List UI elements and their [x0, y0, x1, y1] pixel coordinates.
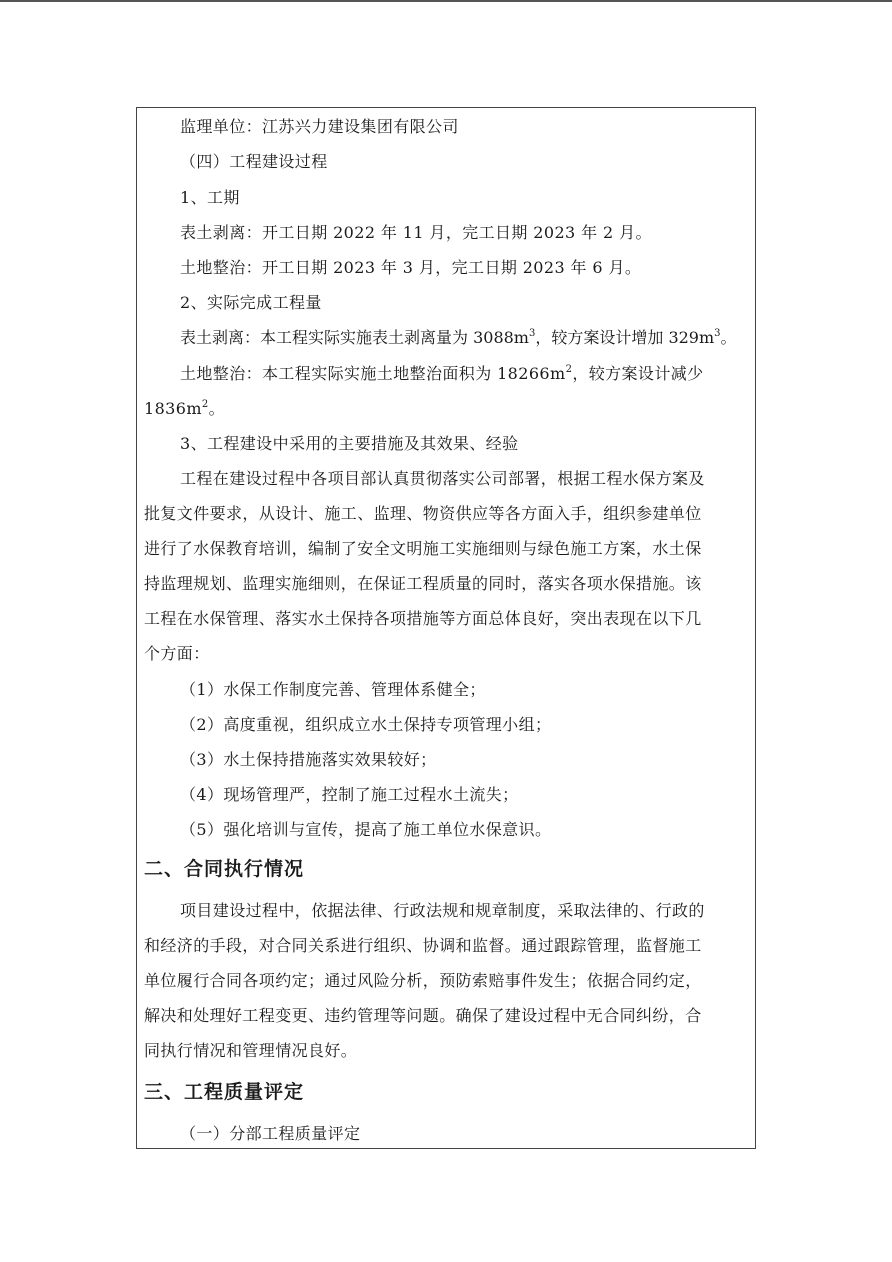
measures-paragraph-line: 个方面：: [144, 644, 210, 663]
measures-paragraph-line: 持监理规划、监理实施细则，在保证工程质量的同时，落实各项水保措施。该: [144, 574, 702, 593]
measures-paragraph-line: 工程在建设过程中各项目部认真贯彻落实公司部署，根据工程水保方案及: [180, 469, 705, 488]
superscript: 3: [528, 328, 536, 339]
quantities-land-text: 土地整治：本工程实际实施土地整治面积为 18266m: [180, 364, 566, 383]
quantities-topsoil-text: 表土剥离：本工程实际实施表土剥离量为 3088m: [180, 328, 529, 347]
quantities-land-text: 。: [208, 399, 226, 418]
measures-paragraph-line: 进行了水保教育培训，编制了安全文明施工实施细则与绿色施工方案，水土保: [144, 539, 702, 558]
contract-paragraph-line: 同执行情况和管理情况良好。: [144, 1041, 358, 1060]
quantities-topsoil-text: 。: [720, 328, 737, 347]
measures-paragraph-line: 工程在水保管理、落实水土保持各项措施等方面总体良好，突出表现在以下几: [144, 609, 702, 628]
supervisor-line: [180, 117, 459, 137]
superscript: 2: [565, 364, 573, 375]
quality-subtitle: （一）分部工程质量评定: [180, 1124, 361, 1143]
quantities-title: 2、实际完成工程量: [180, 293, 322, 312]
supervisor-value: 江苏兴力建设集团有限公司: [262, 117, 459, 136]
section4-title: （四）工程建设过程: [180, 152, 328, 171]
duration-land: 土地整治：开工日期 2023 年 3 月，完工日期 2023 年 6 月。: [180, 258, 642, 277]
measure-item: （1）水保工作制度完善、管理体系健全；: [180, 680, 486, 699]
measures-title: 3、工程建设中采用的主要措施及其效果、经验: [180, 434, 519, 453]
measures-paragraph-line: 批复文件要求，从设计、施工、监理、物资供应等各方面入手，组织参建单位: [144, 504, 702, 523]
duration-title: 1、工期: [180, 188, 240, 207]
superscript: 2: [201, 399, 209, 410]
quantities-land: [180, 364, 704, 384]
quantities-topsoil: [180, 328, 737, 348]
contract-paragraph-line: 解决和处理好工程变更、违约管理等问题。确保了建设过程中无合同纠纷，合: [144, 1006, 702, 1025]
contract-paragraph-line: 项目建设过程中，依据法律、行政法规和规章制度，采取法律的、行政的: [180, 901, 705, 920]
superscript: 3: [714, 328, 721, 339]
supervisor-label: 监理单位：: [180, 117, 263, 136]
measure-item: （4）现场管理严，控制了施工过程水土流失；: [180, 785, 519, 804]
contract-paragraph-line: 单位履行合同各项约定；通过风险分析，预防索赔事件发生；依据合同约定，: [144, 971, 702, 990]
measure-item: （5）强化培训与宣传，提高了施工单位水保意识。: [180, 820, 552, 839]
quality-heading: 三、工程质量评定: [144, 1081, 305, 1103]
page-top-rule: [0, 0, 892, 2]
quantities-land-cont: [144, 399, 225, 419]
quantities-land-text: ，较方案设计减少: [572, 364, 704, 383]
measure-item: （2）高度重视，组织成立水土保持专项管理小组；: [180, 715, 552, 734]
contract-heading: 二、合同执行情况: [144, 858, 305, 880]
quantities-land-text: 1836m: [144, 399, 202, 418]
contract-paragraph-line: 和经济的手段，对合同关系进行组织、协调和监督。通过跟踪管理，监督施工: [144, 936, 702, 955]
duration-topsoil: 表土剥离：开工日期 2022 年 11 月，完工日期 2023 年 2 月。: [180, 223, 652, 242]
quantities-topsoil-text: ，较方案设计增加 329m: [535, 328, 715, 347]
measure-item: （3）水土保持措施落实效果较好；: [180, 750, 437, 769]
